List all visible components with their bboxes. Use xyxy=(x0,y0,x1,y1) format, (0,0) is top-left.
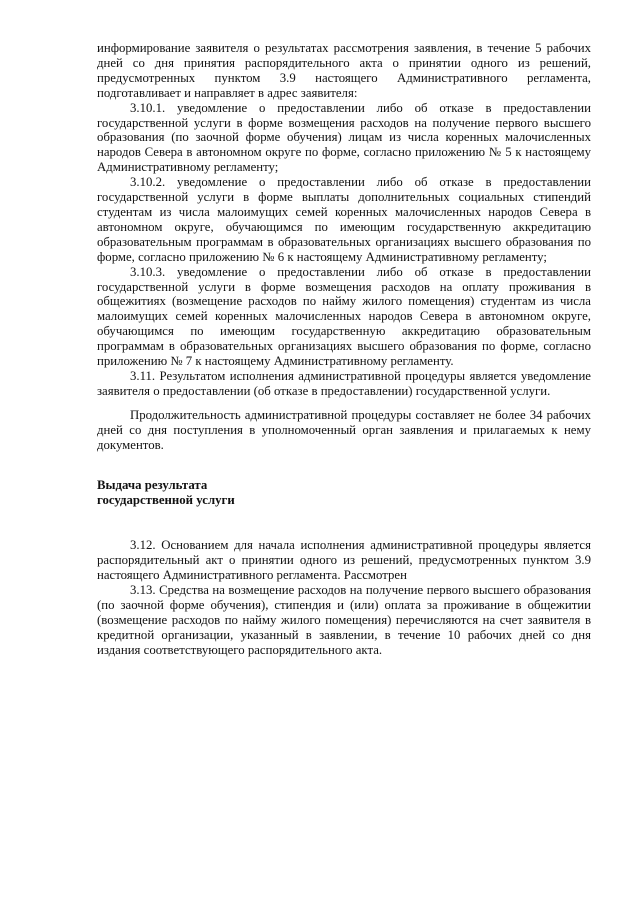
paragraph-3-13: 3.13. Средства на возмещение расходов на получение первого высшего образования (по заочной форме обучения), стипендия и (или) оплата за проживание в общежитии (возмещение расходов по найму жилого помещения) перечисляются на счет заявителя в кредитной организации, указанный в заявлении, в течение 10 рабочих дней со дня издания соответствующего распорядительного акта. xyxy=(97,583,591,657)
paragraph-3-10-2: 3.10.2. уведомление о предоставлении либо об отказе в предоставлении государственной услуги в форме выплаты дополнительных социальных стипендий студентам из числа малоимущих семей коренных малочисленных народов Севера в автономном округе, обучающимся по имеющим государственную аккредитацию образовательным программам в образовательных организациях высшего образования по форме, согласно приложению № 6 к настоящему Административному регламенту; xyxy=(97,175,591,264)
paragraph-3-10-3: 3.10.3. уведомление о предоставлении либо об отказе в предоставлении государственной услуги в форме возмещения расходов на оплату проживания в общежитиях (возмещение расходов по найму жилого помещения) студентам из числа малоимущих семей коренных малочисленных народов Севера в автономном округе, обучающимся по имеющим государственную аккредитацию образовательным программам в образовательных организациях высшего образования по форме, согласно приложению № 7 к настоящему Административному регламенту. xyxy=(97,264,591,369)
paragraph-intro: информирование заявителя о результатах рассмотрения заявления, в течение 5 рабочих дней со дня принятия распорядительного акта о принятии одного из решений, предусмотренных пунктом 3.9 настоящего Административного регламента, подготавливает и направляет в адрес заявителя: xyxy=(97,41,591,100)
section-heading-line-1: Выдача результата xyxy=(97,478,208,493)
paragraph-3-11: 3.11. Результатом исполнения административной процедуры является уведомление заявителя о предоставлении (об отказе в предоставлении) государственной услуги. xyxy=(97,368,591,398)
paragraph-3-12: 3.12. Основанием для начала исполнения административной процедуры является распорядительный акт о принятии одного из решений, предусмотренных пунктом 3.9 настоящего Административного регламента. Рассмотрен xyxy=(97,538,591,583)
document-body xyxy=(97,41,591,658)
paragraph-3-10-1: 3.10.1. уведомление о предоставлении либо об отказе в предоставлении государственной услуги в форме возмещения расходов на получение первого высшего образования (по заочной форме обучения) лицам из числа коренных малочисленных народов Севера в автономном округе по форме, согласно приложению № 5 к настоящему Административному регламенту; xyxy=(97,100,591,175)
paragraph-duration: Продолжительность административной процедуры составляет не более 34 рабочих дней со дня поступления в уполномоченный орган заявления и прилагаемых к нему документов. xyxy=(97,407,591,452)
section-heading xyxy=(97,478,591,508)
section-heading-line-2: государственной услуги xyxy=(97,493,235,508)
